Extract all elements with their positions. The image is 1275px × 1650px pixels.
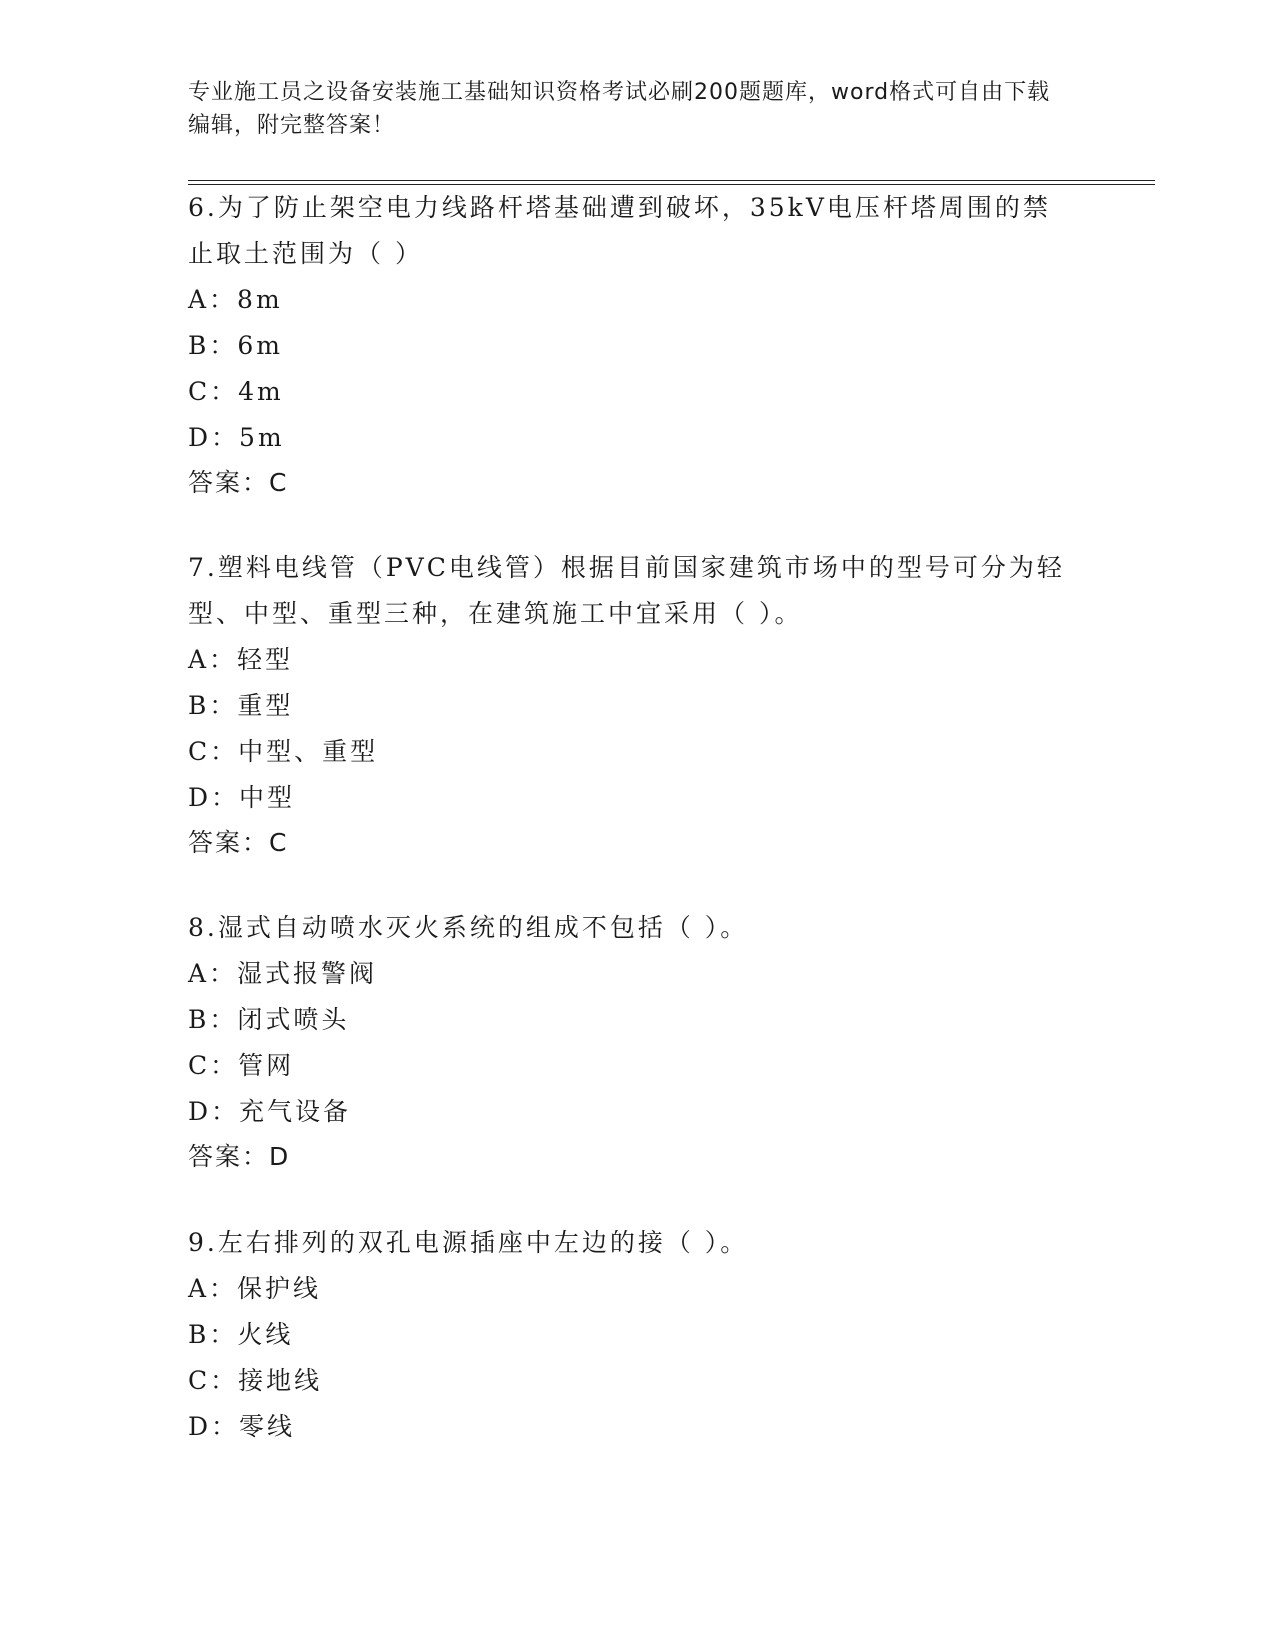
question-stem: 9.左右排列的双孔电源插座中左边的接（ ）。 (188, 1228, 749, 1257)
question-stem: 7.塑料电线管（PVC电线管）根据目前国家建筑市场中的型号可分为轻型、中型、重型三种，在建筑施工中宜采用（ ）。 (188, 553, 1065, 628)
question-9 (188, 1220, 1088, 1450)
question-stem: 6.为了防止架空电力线路杆塔基础遭到破坏，35kV电压杆塔周围的禁止取土范围为（ ） (188, 193, 1051, 268)
answer-text: 答案：D (188, 1142, 291, 1171)
option-b: B：火线 (188, 1320, 294, 1349)
option-c: C：中型、重型 (188, 737, 379, 766)
answer-text: 答案：C (188, 468, 289, 497)
option-a: A：轻型 (188, 645, 294, 674)
option-d: D：零线 (188, 1412, 296, 1441)
option-a: A：保护线 (188, 1274, 322, 1303)
question-8 (188, 905, 1088, 1179)
option-c: C：接地线 (188, 1366, 323, 1395)
option-a: A：8m (188, 285, 283, 314)
option-b: B：重型 (188, 691, 294, 720)
document-header: 专业施工员之设备安装施工基础知识资格考试必刷200题题库，word格式可自由下载编辑，附完整答案！ (188, 80, 1051, 138)
option-b: B：6m (188, 331, 283, 360)
option-d: D：中型 (188, 783, 296, 812)
answer-text: 答案：C (188, 828, 289, 857)
option-d: D：5m (188, 423, 285, 452)
question-stem: 8.湿式自动喷水灭火系统的组成不包括（ ）。 (188, 913, 749, 942)
option-b: B：闭式喷头 (188, 1005, 350, 1034)
option-c: C：管网 (188, 1051, 295, 1080)
option-c: C：4m (188, 377, 284, 406)
option-d: D：充气设备 (188, 1097, 352, 1126)
question-7 (188, 545, 1078, 865)
option-a: A：湿式报警阀 (188, 959, 378, 988)
question-6 (188, 185, 1068, 505)
